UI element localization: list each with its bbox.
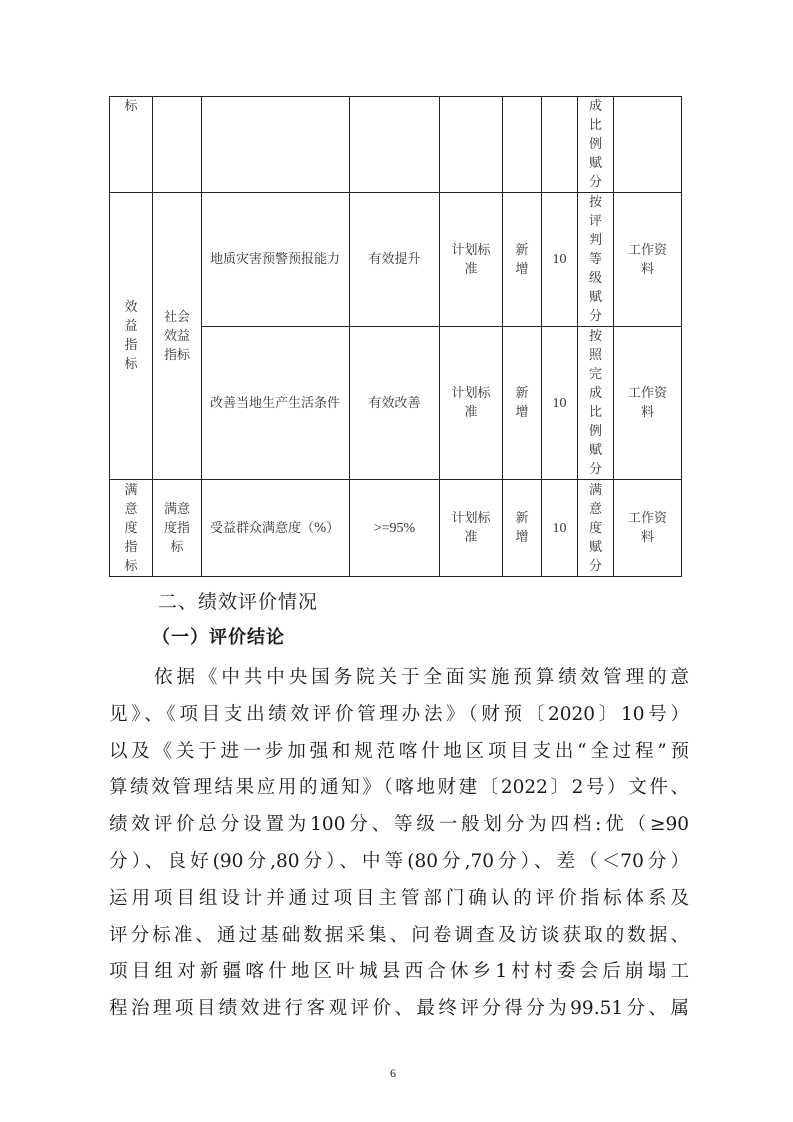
paragraph-line: 以及《关于进一步加强和规范喀什地区项目支出“全过程”预 (109, 740, 689, 762)
type-text: 新增 (515, 386, 529, 420)
weight-cell (542, 480, 578, 577)
level2-cell (153, 480, 202, 577)
table-row (110, 480, 682, 577)
paragraph-line: 绩效评价总分设置为100分、等级一般划分为四档:优（≥90 (109, 814, 689, 836)
scoring-cell (578, 193, 614, 327)
type-text: 新增 (515, 242, 529, 277)
weight-text: 10 (552, 395, 567, 411)
level2-cell (153, 193, 202, 480)
level2-text: 社会效益指标 (163, 309, 190, 363)
level1-text: 标 (124, 99, 138, 114)
standard-text: 计划标准 (451, 511, 491, 545)
standard-cell (440, 193, 503, 327)
indicator-cell (202, 193, 350, 327)
indicator-cell (202, 327, 350, 480)
paragraph-line: 见》、《项目支出绩效评价管理办法》（财预〔2020〕10号） (109, 703, 689, 725)
scoring-cell (578, 97, 614, 193)
subsection-heading: （一）评价结论 (152, 627, 285, 648)
paragraph-line: 依据《中共中央国务院关于全面实施预算绩效管理的意 (154, 667, 689, 688)
scoring-text: 成比例赋分 (588, 99, 602, 190)
target-cell (350, 327, 440, 480)
paragraph-line: 评分标准、通过基础数据采集、问卷调查及访谈获取的数据、 (109, 924, 689, 946)
source-cell (614, 480, 682, 577)
level2-text: 满意度指标 (163, 501, 190, 555)
weight-cell (542, 193, 578, 327)
indicator-cell (202, 480, 350, 577)
paragraph-line: 分）、良好(90分,80分）、中等(80分,70分）、差（＜70分） (109, 850, 689, 872)
target-cell (350, 97, 440, 193)
scoring-text: 满意度赋分 (588, 482, 602, 574)
level1-cell (110, 480, 153, 577)
standard-cell (440, 327, 503, 480)
standard-text: 计划标准 (451, 386, 491, 420)
table-row (110, 97, 682, 193)
type-cell (503, 97, 542, 193)
source-cell (614, 97, 682, 193)
performance-indicator-table (109, 96, 682, 577)
indicator-text: 受益群众满意度（%） (210, 520, 340, 536)
source-cell (614, 327, 682, 480)
level2-cell (153, 97, 202, 193)
type-cell (503, 327, 542, 480)
paragraph-line: 程治理项目绩效进行客观评价、最终评分得分为99.51分、属 (109, 998, 689, 1020)
section-heading: 二、绩效评价情况 (158, 591, 319, 613)
level1-text: 满意度指标 (124, 482, 138, 574)
paragraph-line: 项目组对新疆喀什地区叶城县西合休乡1村村委会后崩塌工 (109, 961, 689, 983)
target-cell (350, 480, 440, 577)
source-text: 工作资料 (627, 386, 667, 420)
weight-text: 10 (552, 520, 567, 536)
type-cell (503, 193, 542, 327)
page-number: 6 (390, 1066, 396, 1080)
source-text: 工作资料 (627, 242, 667, 277)
level1-cell (110, 193, 153, 480)
source-text: 工作资料 (627, 511, 667, 545)
weight-text: 10 (552, 252, 567, 267)
weight-cell (542, 97, 578, 193)
scoring-text: 按评判等级赋分 (588, 195, 602, 324)
type-text: 新增 (515, 511, 529, 545)
weight-cell (542, 327, 578, 480)
level1-text: 效益指标 (124, 300, 138, 372)
evaluation-conclusion-paragraph (109, 660, 689, 1028)
type-cell (503, 480, 542, 577)
indicator-text: 改善当地生产生活条件 (210, 395, 341, 411)
scoring-cell (578, 480, 614, 577)
standard-cell (440, 97, 503, 193)
paragraph-line: 运用项目组设计并通过项目主管部门确认的评价指标体系及 (109, 887, 689, 909)
level1-cell (110, 97, 153, 193)
target-text: 有效改善 (368, 395, 421, 411)
paragraph-line: 算绩效管理结果应用的通知》（喀地财建〔2022〕2号）文件、 (109, 777, 689, 799)
target-cell (350, 193, 440, 327)
target-text: >=95% (373, 520, 416, 536)
indicator-cell (202, 97, 350, 193)
table-row (110, 193, 682, 327)
standard-cell (440, 480, 503, 577)
target-text: 有效提升 (368, 252, 421, 267)
indicator-text: 地质灾害预警预报能力 (210, 252, 341, 267)
scoring-cell (578, 327, 614, 480)
standard-text: 计划标准 (451, 242, 491, 277)
scoring-text: 按照完成比例赋分 (588, 329, 602, 477)
source-cell (614, 193, 682, 327)
